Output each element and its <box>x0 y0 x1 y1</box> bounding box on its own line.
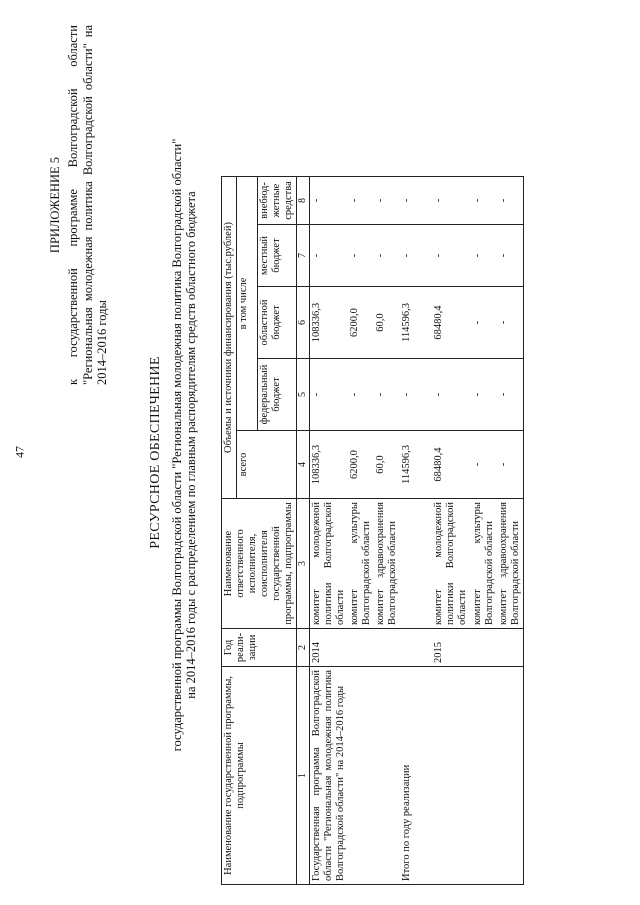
year-cell: 2014 <box>309 629 348 667</box>
executor-cell: комитет здравоохранения Волгоградской области <box>374 499 400 629</box>
table-row <box>497 177 524 885</box>
offbudget-cell: - <box>309 177 348 225</box>
program-name-cell-empty <box>432 667 470 885</box>
offbudget-cell: - <box>471 177 497 225</box>
program-name-cell: Государственная программа Волгоградской области "Региональная молодежная политика Волгоградской области" на 2014–2016 годы <box>309 667 400 885</box>
appendix-title: ПРИЛОЖЕНИЕ 5 <box>48 156 62 254</box>
subtitle-line-1: государственной программы Волгоградской области "Региональная молодежная политика Волгоградской области" <box>170 138 184 752</box>
total-cell: 108336,3 <box>309 431 348 499</box>
local-cell: - <box>497 225 524 287</box>
header-including: в том числе <box>237 177 258 431</box>
total-cell: 68480,4 <box>432 431 470 499</box>
executor-cell: комитет молодежной политики Волгоградской области <box>309 499 348 629</box>
executor-cell: комитет молодежной политики Волгоградской области <box>432 499 470 629</box>
executor-cell: комитет культуры Волгоградской области <box>348 499 374 629</box>
regional-cell: - <box>497 287 524 359</box>
column-number: 8 <box>297 177 310 225</box>
federal-cell: - <box>348 359 374 431</box>
header-regional: областной бюджет <box>258 287 297 359</box>
year-cell <box>400 629 432 667</box>
header-executor: Наименование ответственного исполнителя, соисполнителя государственной программы, подпрограммы <box>222 499 297 629</box>
table-row <box>309 177 348 885</box>
page-number: 47 <box>12 446 27 458</box>
total-cell: 114596,3 <box>400 431 432 499</box>
column-number: 7 <box>297 225 310 287</box>
regional-cell: 68480,4 <box>432 287 470 359</box>
total-cell: - <box>497 431 524 499</box>
header-year: Год реали-зации <box>222 629 297 667</box>
federal-cell: - <box>471 359 497 431</box>
header-program-name: Наименование государственной программы, подпрограммы <box>222 667 297 885</box>
regional-cell: 114596,3 <box>400 287 432 359</box>
local-cell: - <box>432 225 470 287</box>
document-title: РЕСУРСНОЕ ОБЕСПЕЧЕНИЕ <box>148 356 163 549</box>
column-number: 2 <box>297 629 310 667</box>
federal-cell: - <box>497 359 524 431</box>
local-cell: - <box>348 225 374 287</box>
executor-cell <box>400 499 432 629</box>
column-number: 5 <box>297 359 310 431</box>
year-cell: 2015 <box>432 629 470 667</box>
program-name-cell-empty <box>497 667 524 885</box>
federal-cell: - <box>432 359 470 431</box>
total-cell: - <box>471 431 497 499</box>
offbudget-cell: - <box>400 177 432 225</box>
offbudget-cell: - <box>497 177 524 225</box>
regional-cell: 60,0 <box>374 287 400 359</box>
regional-cell: 108336,3 <box>309 287 348 359</box>
table-row <box>400 177 432 885</box>
total-cell: 6200,0 <box>348 431 374 499</box>
column-number: 3 <box>297 499 310 629</box>
executor-cell: комитет здравоохранения Волгоградской области <box>497 499 524 629</box>
table-row <box>432 177 470 885</box>
header-federal: федеральный бюджет <box>258 359 297 431</box>
header-offbudget: внебюд-жетные средства <box>258 177 297 225</box>
federal-cell: - <box>400 359 432 431</box>
executor-cell: комитет культуры Волгоградской области <box>471 499 497 629</box>
year-cell <box>471 629 497 667</box>
federal-cell: - <box>374 359 400 431</box>
resource-table <box>221 176 524 885</box>
column-number: 4 <box>297 431 310 499</box>
local-cell: - <box>374 225 400 287</box>
local-cell: - <box>309 225 348 287</box>
total-cell: 60,0 <box>374 431 400 499</box>
offbudget-cell: - <box>432 177 470 225</box>
offbudget-cell: - <box>374 177 400 225</box>
column-number: 6 <box>297 287 310 359</box>
document-subtitle <box>170 15 199 875</box>
program-name-cell-empty <box>471 667 497 885</box>
regional-cell: 6200,0 <box>348 287 374 359</box>
year-cell <box>374 629 400 667</box>
header-local: местный бюджет <box>258 225 297 287</box>
local-cell: - <box>471 225 497 287</box>
offbudget-cell: - <box>348 177 374 225</box>
year-total-label: Итого по году реализации <box>400 667 432 885</box>
appendix-block <box>48 25 110 385</box>
year-cell <box>348 629 374 667</box>
header-funding: Объемы и источники финансирования (тыс.рублей) <box>222 177 237 499</box>
federal-cell: - <box>309 359 348 431</box>
year-cell <box>497 629 524 667</box>
appendix-reference: к государственной программе Волгоградской области "Региональная молодежная политика Волгоградской области" на 2014–2016 годы <box>66 25 110 385</box>
column-number: 1 <box>297 667 310 885</box>
table-row <box>471 177 497 885</box>
regional-cell: - <box>471 287 497 359</box>
local-cell: - <box>400 225 432 287</box>
subtitle-line-2: на 2014–2016 годы с распределением по главным распорядителям средств областного бюджета <box>184 191 199 699</box>
header-total: всего <box>237 431 297 499</box>
